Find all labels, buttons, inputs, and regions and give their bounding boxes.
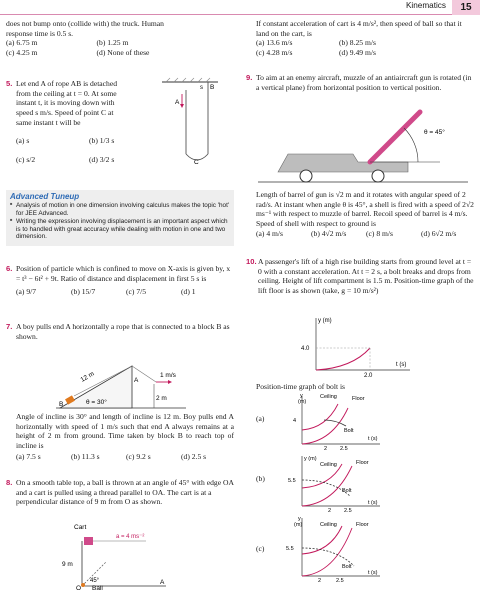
q5-option-d[interactable]: (d) 3/2 s xyxy=(89,155,115,165)
q8-text: On a smooth table top, a ball is thrown at an angle of 45° with edge OA and a cart is pulled using a thread parallel to OA. The cart is at a perpendicular distance of 9 m from O as shown. xyxy=(16,478,234,507)
option-c-xlabel: t (s) xyxy=(368,570,378,576)
q8-label-a: A xyxy=(160,579,165,586)
option-b-ceiling-label: Ceiling xyxy=(320,462,337,468)
q4-tail-text: does not bump onto (collide with) the truck. Human response time is 0.5 s. xyxy=(6,19,164,38)
q10-graph-xval: 2.0 xyxy=(364,373,373,378)
option-a-bolt-curve xyxy=(324,420,346,426)
q5-figure xyxy=(160,76,220,168)
q7-length-label: 12 m xyxy=(79,370,96,384)
q6-text: Position of particle which is confined to move on X-axis is given by, x = t³ − 6t² + 9t. Ratio of distance and displacement in first 5 s is xyxy=(16,264,231,283)
option-c-x2: 2.5 xyxy=(336,578,344,584)
q7-text-2: Angle of incline is 30° and length of incline is 12 m. Boy pulls end A horizontally with speed of 1 m/s such that end A always remains at a height of 2 m from ground. Time taken by block B to reach top of incline is xyxy=(16,412,234,451)
q8 xyxy=(6,478,234,507)
chapter-title: Kinematics xyxy=(405,1,446,10)
option-a-yval: 4 xyxy=(293,418,297,424)
q7-figure xyxy=(56,342,186,412)
q8-options xyxy=(256,38,416,57)
option-a-floor-label: Floor xyxy=(352,396,365,402)
q6-option-c[interactable]: (c) 7/5 xyxy=(126,287,147,297)
q7-body xyxy=(16,412,234,462)
q4-option-b[interactable]: (b) 1.25 m xyxy=(96,38,129,48)
q9-number: 9. xyxy=(246,73,253,82)
page-number: 15 xyxy=(452,0,480,15)
q8-figure xyxy=(56,522,176,590)
q8-ball-label: Ball xyxy=(92,585,103,590)
q9-wheel-front xyxy=(300,170,312,182)
q8-acc-label: a = 4 ms⁻² xyxy=(116,534,145,540)
q7-stem xyxy=(6,322,234,341)
q8-label-o: O xyxy=(76,585,82,590)
q5-number: 5. xyxy=(6,79,13,88)
q7-angle-label: θ = 30° xyxy=(86,399,107,406)
option-c-floor-label: Floor xyxy=(356,522,369,528)
option-c-ceiling-label: Ceiling xyxy=(320,522,337,528)
q7-speed-label: 1 m/s xyxy=(160,372,176,379)
q9-truck-body xyxy=(278,154,408,172)
option-a-x2: 2.5 xyxy=(340,446,348,452)
q9-gun-barrel xyxy=(370,112,420,162)
q5-option-b[interactable]: (b) 1/3 s xyxy=(89,135,115,145)
option-a-x1: 2 xyxy=(324,446,328,452)
q8-text-2: If constant acceleration of cart is 4 m/s², then speed of ball so that it land on the cart, is xyxy=(256,19,462,38)
q9-option-d[interactable]: (d) 6√2 m/s xyxy=(421,228,457,238)
q9-angle-label: θ = 45° xyxy=(424,129,445,136)
q8-distance-label: 9 m xyxy=(62,561,73,568)
q10-graph-ylabel: y (m) xyxy=(318,318,332,324)
q9-body xyxy=(256,190,474,239)
q5-arrow-head xyxy=(180,104,184,108)
q6 xyxy=(6,264,234,297)
q4-option-c[interactable]: (c) 4.25 m xyxy=(6,48,38,58)
q8-cart xyxy=(84,537,93,545)
q7-label-a: A xyxy=(134,377,139,384)
q10-option-b-label[interactable]: (b) xyxy=(256,474,265,483)
option-b-bolt-label: Bolt xyxy=(342,488,352,494)
q9-figure xyxy=(258,106,468,186)
q7-option-c[interactable]: (c) 9.2 s xyxy=(126,451,151,461)
q5-label-b: B xyxy=(210,84,215,91)
q10-option-c-graph[interactable] xyxy=(280,514,390,584)
option-b-floor-curve xyxy=(302,466,352,506)
option-c-yunit: (m) xyxy=(294,522,303,528)
q5-stem xyxy=(6,79,122,128)
q6-stem xyxy=(6,264,234,283)
q6-option-d[interactable]: (d) 1 xyxy=(181,287,196,297)
q10-option-c-label[interactable]: (c) xyxy=(256,544,265,553)
q10-number: 10. xyxy=(246,257,257,266)
q4-tail xyxy=(6,19,234,58)
q5-ceiling-hatch xyxy=(166,78,210,82)
option-a-bolt-label: Bolt xyxy=(344,428,354,434)
option-c-ylabel: y xyxy=(298,516,301,522)
q5-text: Let end A of rope AB is detached from the ceiling at t = 0. At some instant t, it is moving down with speed s m/s. Speed of point C at same instant t will be xyxy=(16,79,118,127)
q10 xyxy=(246,257,474,296)
advanced-tuneup-box xyxy=(6,190,234,246)
option-a-ceiling-curve xyxy=(302,404,338,430)
q9-wheel-rear xyxy=(372,170,384,182)
option-c-ceiling-curve xyxy=(302,526,342,554)
q9-option-c[interactable]: (c) 8 m/s xyxy=(366,228,393,238)
q5-label-a: A xyxy=(175,99,180,106)
q8-angle-label: 45° xyxy=(90,578,100,584)
page-header xyxy=(0,0,480,16)
option-b-x1: 2 xyxy=(328,508,332,514)
q7 xyxy=(6,322,234,341)
q8-option-d[interactable]: (d) 9.49 m/s xyxy=(339,48,376,58)
q6-number: 6. xyxy=(6,264,13,273)
option-c-x1: 2 xyxy=(318,578,322,584)
q7-label-b: B xyxy=(59,401,64,408)
q7-arrow-head xyxy=(168,380,172,384)
q5-option-c[interactable]: (c) s/2 xyxy=(16,155,36,165)
option-a-ylabel: y xyxy=(300,393,303,399)
q5-label-c: C xyxy=(194,159,199,166)
q9-angle-arc xyxy=(404,128,418,162)
q8-option-a[interactable]: (a) 13.6 m/s xyxy=(256,38,293,48)
q8-ball xyxy=(81,583,85,587)
q5-label-s: s xyxy=(200,85,203,91)
q10-option-a-label[interactable]: (a) xyxy=(256,414,265,423)
q9-option-a[interactable]: (a) 4 m/s xyxy=(256,228,283,238)
q6-option-b[interactable]: (b) 15/7 xyxy=(71,287,96,297)
option-b-ylabel: y (m) xyxy=(304,456,317,462)
q10-floor-curve xyxy=(316,348,370,370)
q7-height-label: 2 m xyxy=(156,395,167,402)
q4-options xyxy=(6,38,181,57)
option-b-x2: 2.5 xyxy=(344,508,352,514)
option-a-floor-curve xyxy=(302,408,348,444)
q9-stem xyxy=(246,73,474,92)
q8-continued xyxy=(256,19,474,58)
q10-sub: Position-time graph of bolt is xyxy=(256,382,346,391)
q9-options xyxy=(256,229,474,239)
q8-cart-label: Cart xyxy=(74,524,87,531)
q10-text: A passenger's lift of a high rise building starts from ground level at t = 0 with a constant acceleration. At t = 2 s, a bolt breaks and drops from ceiling. Height of lift compartment is 1.5 m. Position-time graph of the lift floor is as shown (take, g = 10 m/s²) xyxy=(258,257,474,296)
q4-option-d[interactable]: (d) None of these xyxy=(96,48,150,58)
option-a-ceiling-label: Ceiling xyxy=(320,394,337,400)
q10-graph-yval: 4.0 xyxy=(301,346,310,352)
option-b-floor-label: Floor xyxy=(356,460,369,466)
tuneup-item: ■ Writing the expression involving displacement is an important aspect which is to handled with great accuracy while dealing with motion in one and two dimension. xyxy=(10,218,230,241)
q8-option-b[interactable]: (b) 8.25 m/s xyxy=(339,38,376,48)
q8-option-c[interactable]: (c) 4.28 m/s xyxy=(256,48,293,58)
q7-text-1: A boy pulls end A horizontally a rope that is connected to a block B as shown. xyxy=(16,322,230,341)
option-b-xlabel: t (s) xyxy=(368,500,378,506)
q9-text-1: To aim at an enemy aircraft, muzzle of an antiaircraft gun is rotated (in a vertical plane) from horizontal position to vertical position. xyxy=(256,73,472,92)
q10-option-a-graph[interactable] xyxy=(280,390,390,452)
q10-option-b-graph[interactable] xyxy=(280,452,390,514)
q7-option-a[interactable]: (a) 7.5 s xyxy=(16,451,41,461)
tuneup-title: Advanced Tuneup xyxy=(10,192,80,201)
q5-options xyxy=(6,136,156,165)
option-a-xlabel: t (s) xyxy=(368,436,378,442)
q7-number: 7. xyxy=(6,322,13,331)
q9-option-b[interactable]: (b) 4√2 m/s xyxy=(311,228,347,238)
q5-option-a[interactable]: (a) s xyxy=(16,135,30,145)
q9 xyxy=(246,73,474,92)
q9-text-2: Length of barrel of gun is √2 m and it rotates with angular speed of 2 rad/s. At instant when angle θ is 45°, a shell is fired with a speed of 2√2 ms⁻¹ with respect to muzzle of barrel. Recoil speed of barrel is 4 m/s. Speed of shell with respect to ground is xyxy=(256,190,474,229)
q8-number: 8. xyxy=(6,478,13,487)
q10-graph-xlabel: t (s) xyxy=(396,362,407,368)
header-rule xyxy=(0,14,480,15)
option-c-bolt-label: Bolt xyxy=(342,564,352,570)
q7-option-b[interactable]: (b) 11.3 s xyxy=(71,451,100,461)
q8-stem xyxy=(6,478,234,507)
q7-option-d[interactable]: (d) 2.5 s xyxy=(181,451,207,461)
q6-options xyxy=(6,287,234,297)
q10-lift-graph xyxy=(300,314,420,378)
option-a-yunit: (m) xyxy=(298,399,307,405)
option-b-yval: 5.5 xyxy=(288,478,296,484)
q4-option-a[interactable]: (a) 6.75 m xyxy=(6,38,38,48)
option-c-yval: 5.5 xyxy=(286,546,294,552)
q6-option-a[interactable]: (a) 9/7 xyxy=(16,287,37,297)
tuneup-item: ■ Analysis of motion in one dimension involving calculus makes the topic 'hot' for JEE Advanced. xyxy=(10,202,230,218)
q7-options xyxy=(16,452,234,462)
q10-stem xyxy=(246,257,474,296)
